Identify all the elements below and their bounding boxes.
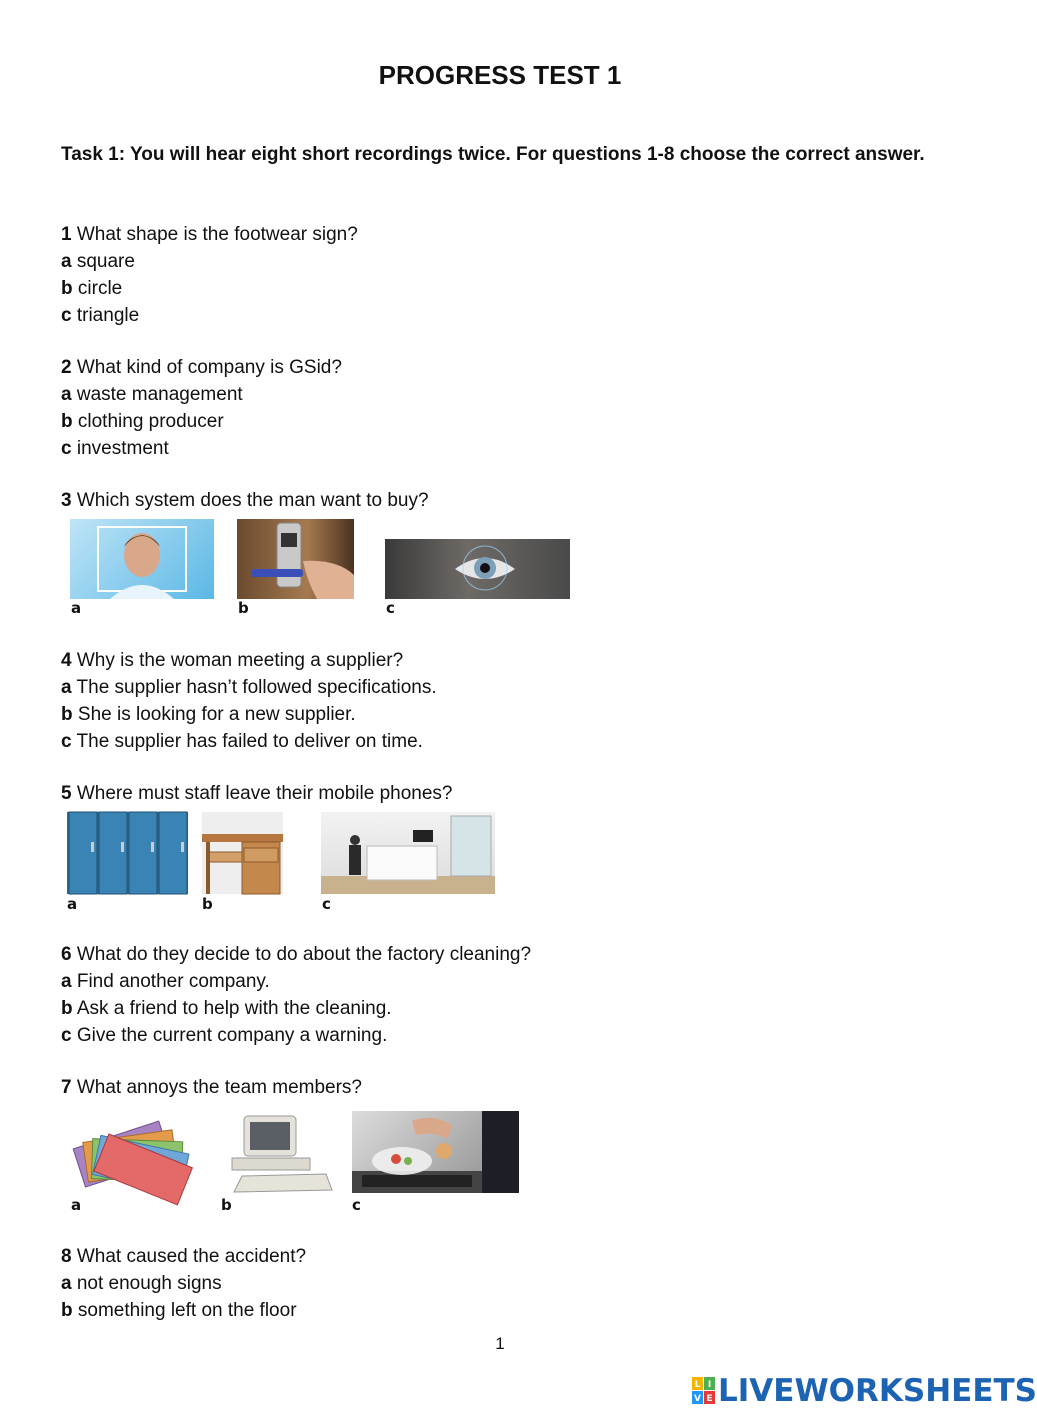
question-1-option-a[interactable]: a square (61, 251, 135, 272)
liveworksheets-logo[interactable] (692, 1373, 1037, 1409)
lockers-image[interactable] (67, 812, 188, 894)
question-6-option-a[interactable]: a Find another company. (61, 971, 270, 992)
q3-label-b: b (238, 599, 249, 617)
question-4-stem: 4 Why is the woman meeting a supplier? (61, 650, 404, 671)
question-6 (61, 941, 531, 1049)
q5-label-b: b (202, 895, 213, 913)
question-7-stem: 7 What annoys the team members? (61, 1077, 362, 1098)
question-5-stem: 5 Where must staff leave their mobile phones? (61, 783, 453, 804)
question-4-option-b[interactable]: b She is looking for a new supplier. (61, 704, 356, 725)
question-8-stem: 8 What caused the accident? (61, 1246, 307, 1267)
eating-at-desk-image[interactable] (352, 1111, 519, 1193)
question-6-option-c[interactable]: c Give the current company a warning. (61, 1025, 388, 1046)
face-recognition-image[interactable] (70, 519, 214, 599)
question-8 (61, 1243, 306, 1324)
q5-label-c: c (322, 895, 331, 913)
euro-banknotes-image[interactable] (70, 1112, 198, 1196)
q3-label-a: a (71, 599, 82, 617)
desk-drawer-image[interactable] (202, 812, 283, 894)
question-4 (61, 647, 437, 755)
question-6-stem: 6 What do they decide to do about the factory cleaning? (61, 944, 532, 965)
question-8-option-b[interactable]: b something left on the floor (61, 1300, 297, 1321)
task-instructions: Task 1: You will hear eight short recordings twice. For questions 1-8 choose the correct answer. (61, 144, 925, 165)
question-1-stem: 1 What shape is the footwear sign? (61, 224, 358, 245)
question-3 (61, 487, 429, 514)
liveworksheets-wordmark: LIVEWORKSHEETS (718, 1373, 1037, 1409)
page-number: 1 (495, 1334, 505, 1353)
question-7 (61, 1074, 362, 1101)
question-1-option-c[interactable]: c triangle (61, 305, 140, 326)
question-8-option-a[interactable]: a not enough signs (61, 1273, 222, 1294)
question-4-option-c[interactable]: c The supplier has failed to deliver on time. (61, 731, 423, 752)
svg-text:L: L (694, 1380, 701, 1390)
question-2-option-a[interactable]: a waste management (61, 384, 243, 405)
q7-label-c: c (352, 1196, 361, 1214)
question-5 (61, 780, 452, 807)
question-2-option-b[interactable]: b clothing producer (61, 411, 224, 432)
svg-text:E: E (706, 1394, 713, 1404)
question-4-option-a[interactable]: a The supplier hasn’t followed specifications. (61, 677, 437, 698)
question-3-stem: 3 Which system does the man want to buy? (61, 490, 429, 511)
reception-desk-image[interactable] (321, 812, 495, 894)
question-1 (61, 221, 358, 329)
question-2-option-c[interactable]: c investment (61, 438, 169, 459)
q7-label-b: b (221, 1196, 232, 1214)
q3-label-c: c (386, 599, 395, 617)
fingerprint-lock-image[interactable] (237, 519, 354, 599)
question-1-option-b[interactable]: b circle (61, 278, 123, 299)
liveworksheets-badge-icon (692, 1377, 716, 1405)
question-6-option-b[interactable]: b Ask a friend to help with the cleaning. (61, 998, 392, 1019)
question-2-stem: 2 What kind of company is GSid? (61, 357, 342, 378)
q5-label-a: a (67, 895, 78, 913)
question-2 (61, 354, 342, 462)
page-title: PROGRESS TEST 1 (378, 60, 622, 90)
q7-label-a: a (71, 1196, 82, 1214)
old-computer-image[interactable] (222, 1112, 334, 1196)
iris-scan-image[interactable] (385, 539, 570, 599)
svg-text:V: V (694, 1394, 701, 1404)
svg-text:I: I (707, 1380, 712, 1390)
